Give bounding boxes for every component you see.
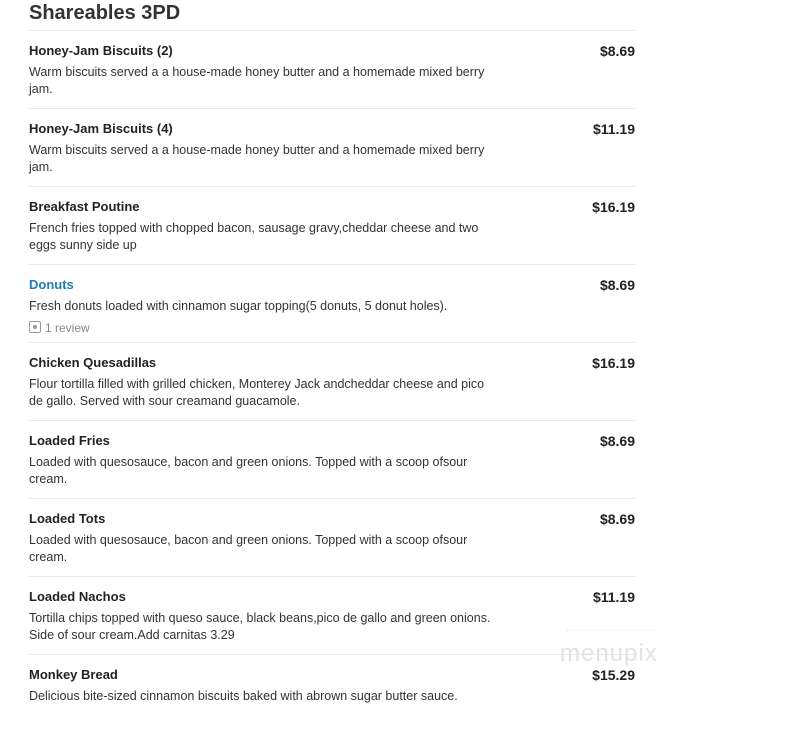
- item-description: Warm biscuits served a a house-made honey butter and a homemade mixed berry jam.: [29, 65, 485, 96]
- item-price: $11.19: [592, 589, 635, 605]
- menu-item: [29, 30, 635, 108]
- item-name: Breakfast Poutine: [29, 199, 140, 214]
- item-description: Delicious bite-sized cinnamon biscuits baked with abrown sugar butter sauce.: [29, 689, 458, 703]
- review-count: 1 review: [45, 321, 90, 335]
- menu-item: [29, 498, 635, 576]
- item-price: $8.69: [599, 511, 635, 527]
- item-price: $11.19: [592, 121, 635, 137]
- watermark-dots: [566, 630, 656, 632]
- item-name: Loaded Tots: [29, 511, 106, 526]
- menu-item: [29, 264, 635, 342]
- menu-item: [29, 576, 635, 654]
- item-price: $8.69: [599, 433, 635, 449]
- item-name: Monkey Bread: [29, 667, 118, 682]
- item-description: Flour tortilla filled with grilled chicken, Monterey Jack andcheddar cheese and pico de gallo. Served with sour creamand guacamole.: [29, 377, 485, 408]
- watermark-logo: menupix: [560, 640, 658, 667]
- review-link[interactable]: [29, 321, 90, 335]
- item-price: $8.69: [599, 43, 635, 59]
- menu-item: [29, 186, 635, 264]
- item-description: Fresh donuts loaded with cinnamon sugar topping(5 donuts, 5 donut holes).: [29, 299, 448, 313]
- item-description: Tortilla chips topped with queso sauce, black beans,pico de gallo and green onions. Side of sour cream.Add carnitas 3.29: [29, 611, 491, 642]
- item-name: Loaded Fries: [29, 433, 110, 448]
- item-description: Loaded with quesosauce, bacon and green onions. Topped with a scoop ofsour cream.: [29, 455, 468, 486]
- menu-item: [29, 108, 635, 186]
- item-price: $16.19: [592, 355, 635, 371]
- menu-section: [29, 0, 635, 732]
- item-name-link[interactable]: Donuts: [29, 277, 74, 292]
- item-name: Loaded Nachos: [29, 589, 126, 604]
- menu-item: [29, 342, 635, 420]
- item-name: Chicken Quesadillas: [29, 355, 157, 370]
- item-description: Warm biscuits served a a house-made honey butter and a homemade mixed berry jam.: [29, 143, 485, 174]
- item-price: $8.69: [599, 277, 635, 293]
- item-name: Honey-Jam Biscuits (2): [29, 43, 173, 58]
- item-price: $15.29: [592, 667, 635, 683]
- section-title: Shareables 3PD: [29, 2, 181, 24]
- menu-item: [29, 420, 635, 498]
- review-icon: [29, 321, 41, 333]
- item-price: $16.19: [592, 199, 635, 215]
- item-description: Loaded with quesosauce, bacon and green onions. Topped with a scoop ofsour cream.: [29, 533, 468, 564]
- item-name: Honey-Jam Biscuits (4): [29, 121, 173, 136]
- item-description: French fries topped with chopped bacon, sausage gravy,cheddar cheese and two eggs sunny side up: [29, 221, 479, 252]
- menu-item: [29, 654, 635, 732]
